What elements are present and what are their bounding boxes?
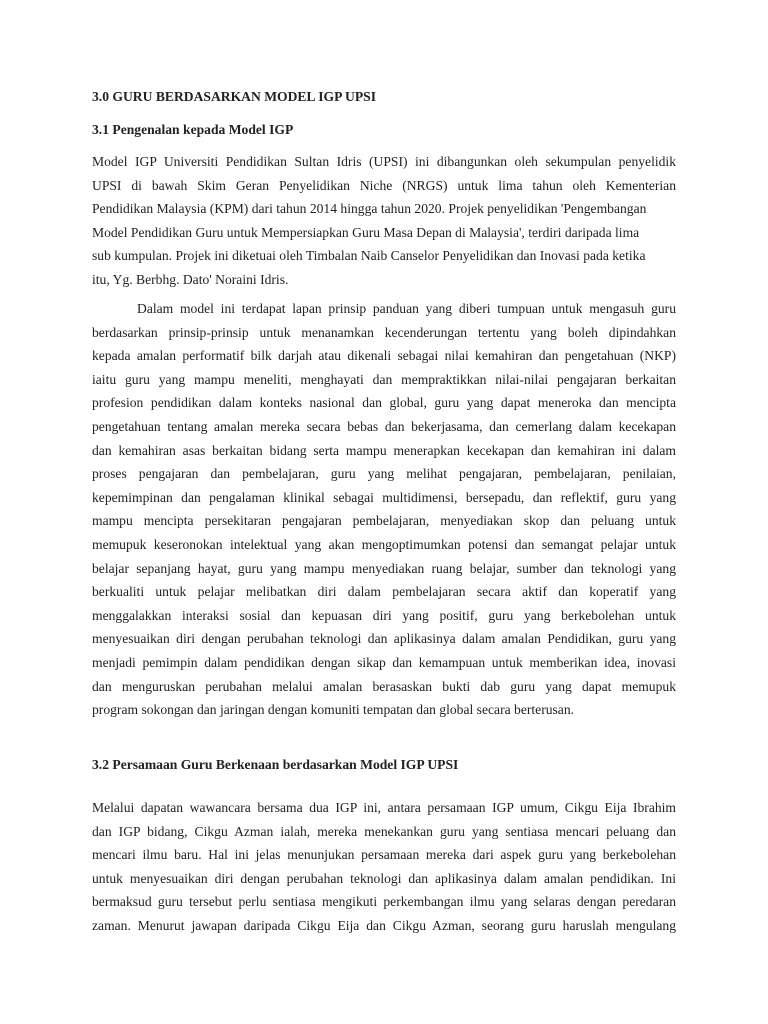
text-line: kepemimpinan dan pengalaman klinikal sebagai multidimensi, bersepadu, dan reflektif, guru yang <box>92 489 676 505</box>
text-line: sub kumpulan. Projek ini diketuai oleh Timbalan Naib Canselor Penyelidikan dan Inovasi pada ketika <box>92 248 646 264</box>
text-line: mampu mencipta persekitaran pengajaran pembelajaran, menyediakan skop dan peluang untuk <box>92 513 676 529</box>
paragraph-intro <box>92 150 676 292</box>
text-line: berdasarkan prinsip-prinsip untuk menanamkan kecenderungan tertentu yang boleh dipindahkan <box>92 324 676 340</box>
text-line: memupuk keseronokan intelektual yang akan mengoptimumkan potensi dan semangat pelajar untuk <box>92 536 676 552</box>
text-line: mencari ilmu baru. Hal ini jelas menunjukan persamaan mereka dari aspek guru yang berkebolehan <box>92 847 676 863</box>
text-line: dan menguruskan perubahan melalui amalan berasaskan bukti dab guru yang dapat memupuk <box>92 678 676 694</box>
paragraph-principles <box>92 297 676 722</box>
text-line: iaitu guru yang mampu meneliti, menghayati dan mempraktikkan nilai-nilai pengajaran berkaitan <box>92 371 676 387</box>
text-line: proses pengajaran dan pembelajaran, guru yang melihat pengajaran, pembelajaran, penilaian, <box>92 466 676 482</box>
text-line: profesion pendidikan dalam konteks nasional dan global, guru yang dapat meneroka dan mencipta <box>92 395 676 411</box>
text-line: bermaksud guru tersebut perlu sentiasa mengikuti perkembangan ilmu yang selaras dengan peredaran <box>92 894 676 910</box>
text-line: pengetahuan tentang amalan mereka secara bebas dan bekerjasama, dan cemerlang dalam kecekapan <box>92 418 676 434</box>
text-line: menyesuaikan diri dengan perubahan teknologi dan aplikasinya dalam amalan Pendidikan, guru yang <box>92 631 676 647</box>
paragraph-similarities <box>92 796 676 938</box>
text-line: berkualiti untuk pelajar melibatkan diri dalam pembelajaran secara aktif dan koperatif yang <box>92 584 676 600</box>
text-line: Model IGP Universiti Pendidikan Sultan Idris (UPSI) ini dibangunkan oleh sekumpulan penyelidik <box>92 154 676 169</box>
text-line: program sokongan dan jaringan dengan komuniti tempatan dan global secara berterusan. <box>92 702 575 718</box>
text-line: itu, Yg. Berbhg. Dato' Noraini Idris. <box>92 271 289 287</box>
text-line: untuk menyesuaikan diri dengan perubahan teknologi dan aplikasinya dalam amalan pendidikan. Ini <box>92 870 676 886</box>
section-heading-3-2: 3.2 Persamaan Guru Berkenaan berdasarkan Model IGP UPSI <box>92 757 459 772</box>
text-line: menggalakkan interaksi sosial dan kepuasan diri yang positif, guru yang berkebolehan untuk <box>92 607 676 623</box>
text-line: Pendidikan Malaysia (KPM) dari tahun 2014 hingga tahun 2020. Projek penyelidikan 'Pengembangan <box>92 201 647 217</box>
text-line: UPSI di bawah Skim Geran Penyelidikan Niche (NRGS) untuk lima tahun oleh Kementerian <box>92 177 676 193</box>
text-line: dan kemahiran asas berkaitan bidang serta mampu menerapkan kecekapan dan kemahiran ini dalam <box>92 442 676 458</box>
section-heading-3-1: 3.1 Pengenalan kepada Model IGP <box>92 122 294 137</box>
text-line: dan IGP bidang, Cikgu Azman ialah, mereka menekankan guru yang sentiasa mencari peluang dan <box>92 823 676 839</box>
text-line: menjadi pemimpin dalam pendidikan dengan sikap dan kemampuan untuk memberikan idea, inovasi <box>92 654 676 670</box>
text-line: Dalam model ini terdapat lapan prinsip panduan yang diberi tumpuan untuk mengasuh guru <box>137 301 676 316</box>
text-line: Melalui dapatan wawancara bersama dua IGP ini, antara persamaan IGP umum, Cikgu Eija Ibrahim <box>92 800 676 815</box>
text-line: Model Pendidikan Guru untuk Mempersiapkan Guru Masa Depan di Malaysia', terdiri daripada lima <box>92 224 640 240</box>
section-heading-3-0: 3.0 GURU BERDASARKAN MODEL IGP UPSI <box>92 89 376 104</box>
text-line: belajar sepanjang hayat, guru yang mampu menyediakan ruang belajar, sumber dan teknologi yang <box>92 560 676 576</box>
text-line: zaman. Menurut jawapan daripada Cikgu Eija dan Cikgu Azman, seorang guru haruslah mengulang <box>92 917 676 933</box>
text-line: kepada amalan performatif bilk darjah atau dikenali sebagai nilai kemahiran dan pengetahuan (NKP) <box>92 348 676 364</box>
